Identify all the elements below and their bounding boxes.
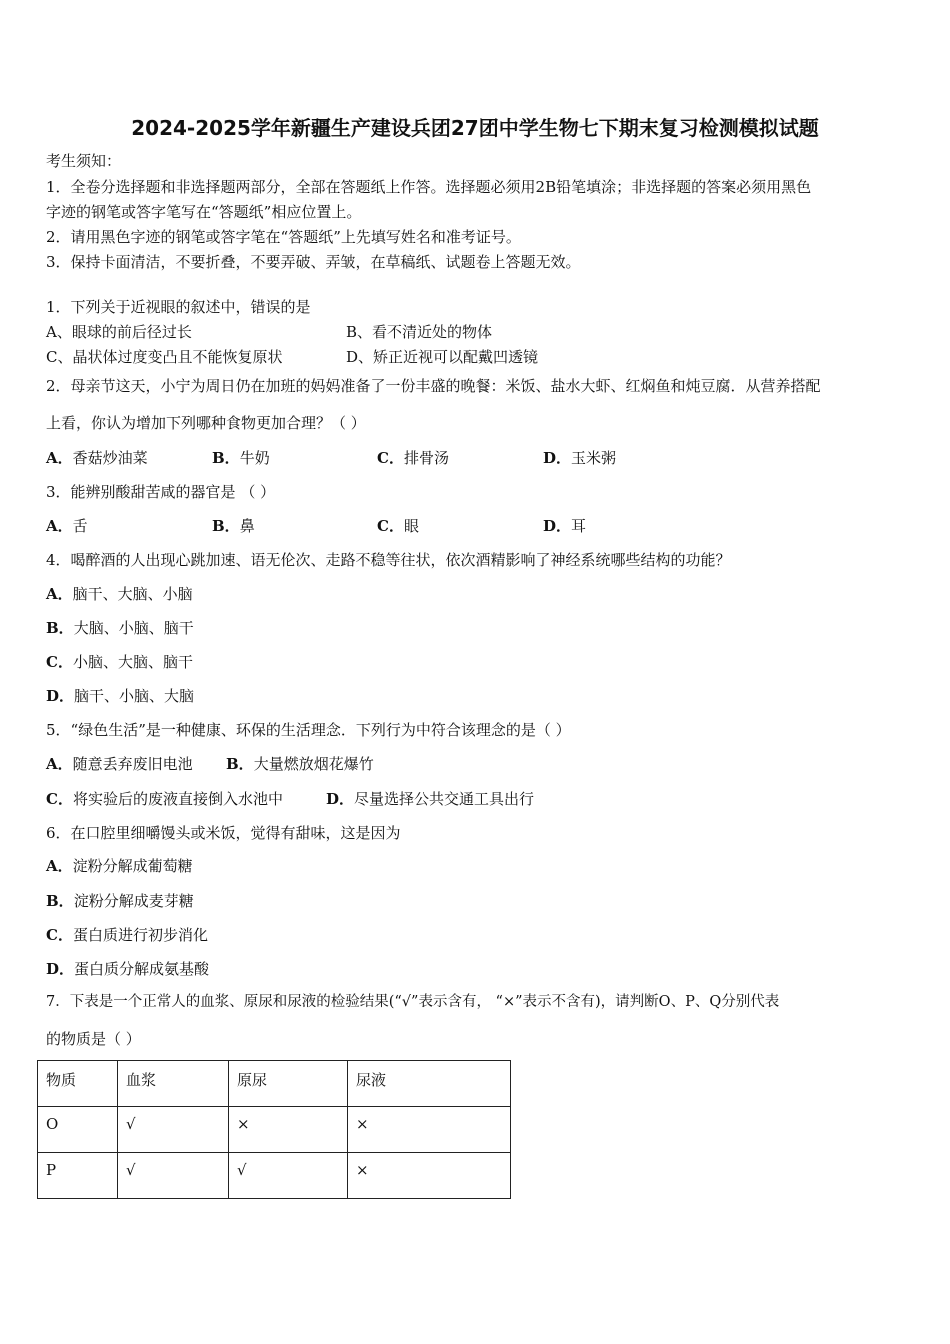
option-label: B． [46, 892, 74, 910]
table-cell: √ [118, 1107, 229, 1153]
question-2-option-a [46, 448, 148, 468]
option-label: A． [46, 517, 73, 535]
question-4-option-a [46, 584, 193, 604]
question-6-option-d [46, 959, 209, 979]
notice-item: 字迹的钢笔或答字笔写在“答题纸”相应位置上。 [46, 203, 362, 221]
option-label: B． [212, 517, 240, 535]
option-label: D． [326, 790, 355, 808]
question-6-option-c [46, 925, 208, 945]
question-5-option-b [226, 754, 374, 774]
table-row [38, 1107, 511, 1153]
option-label: C． [377, 449, 404, 467]
table-cell: × [229, 1107, 348, 1153]
option-label: B． [46, 619, 74, 637]
option-text: 淀粉分解成葡萄糖 [72, 857, 193, 875]
option-text: 大脑、小脑、脑干 [73, 619, 194, 637]
table-cell: √ [229, 1153, 348, 1199]
option-text: 将实验后的废液直接倒入水池中 [72, 790, 283, 808]
question-3-option-a [46, 516, 88, 536]
table-row [38, 1153, 511, 1199]
question-2-option-b [212, 448, 270, 468]
notice-heading: 考生须知： [46, 152, 122, 170]
question-1-option-d: D、矫正近视可以配戴凹透镜 [346, 348, 539, 366]
option-label: D． [46, 960, 75, 978]
option-text: 玉米粥 [571, 449, 617, 467]
question-7-stem-cont: 的物质是（ ） [46, 1030, 141, 1048]
question-1-option-c: C、晶状体过度变凸且不能恢复原状 [46, 348, 283, 366]
question-2-stem: 2．母亲节这天，小宁为周日仍在加班的妈妈准备了一份丰盛的晚餐：米饭、盐水大虾、红焖鱼和炖豆腐．从营养搭配 [46, 377, 821, 395]
question-2-stem-cont: 上看，你认为增加下列哪种食物更加合理？（ ） [46, 414, 366, 432]
option-label: A． [46, 585, 73, 603]
question-6-stem: 6．在口腔里细嚼馒头或米饭，觉得有甜味，这是因为 [46, 824, 401, 842]
page-title: 2024-2025学年新疆生产建设兵团27团中学生物七下期末复习检测模拟试题 [131, 116, 819, 140]
option-label: D． [543, 517, 572, 535]
option-label: B． [212, 449, 240, 467]
notice-item: 3．保持卡面清洁，不要折叠，不要弄破、弄皱，在草稿纸、试题卷上答题无效。 [46, 253, 581, 271]
question-6-option-a [46, 856, 193, 876]
question-1-stem: 1．下列关于近视眼的叙述中，错误的是 [46, 298, 311, 316]
question-4-option-b [46, 618, 194, 638]
question-5-stem: 5．“绿色生活”是一种健康、环保的生活理念．下列行为中符合该理念的是（ ） [46, 721, 571, 739]
table-header-cell: 原尿 [229, 1061, 348, 1107]
question-1-option-a: A、眼球的前后径过长 [46, 323, 192, 341]
table-cell: × [348, 1153, 511, 1199]
table-cell: O [38, 1107, 118, 1153]
table-header-cell: 物质 [38, 1061, 118, 1107]
option-label: D． [46, 687, 75, 705]
notice-item: 1．全卷分选择题和非选择题两部分，全部在答题纸上作答。选择题必须用2B铅笔填涂；非选择题的答案必须用黑色 [46, 178, 812, 196]
question-5-option-a [46, 754, 193, 774]
table-cell: × [348, 1107, 511, 1153]
option-text: 脑干、大脑、小脑 [72, 585, 193, 603]
table-header-row [38, 1061, 511, 1107]
table-cell: P [38, 1153, 118, 1199]
option-label: C． [46, 926, 73, 944]
question-2-option-c [377, 448, 449, 468]
question-3-option-d [543, 516, 586, 536]
table-cell: √ [118, 1153, 229, 1199]
option-label: C． [46, 790, 73, 808]
question-2-option-d [543, 448, 616, 468]
option-text: 耳 [571, 517, 587, 535]
option-text: 蛋白质进行初步消化 [72, 926, 208, 944]
option-text: 眼 [403, 517, 419, 535]
option-text: 随意丢弃废旧电池 [72, 755, 193, 773]
option-label: C． [46, 653, 73, 671]
option-text: 大量燃放烟花爆竹 [253, 755, 374, 773]
option-text: 小脑、大脑、脑干 [72, 653, 193, 671]
option-text: 鼻 [239, 517, 255, 535]
option-label: C． [377, 517, 404, 535]
question-4-option-d [46, 686, 194, 706]
question-6-option-b [46, 891, 194, 911]
question-4-option-c [46, 652, 193, 672]
question-3-option-b [212, 516, 255, 536]
option-text: 舌 [72, 517, 88, 535]
question-3-option-c [377, 516, 419, 536]
option-label: A． [46, 857, 73, 875]
option-text: 牛奶 [239, 449, 270, 467]
option-text: 脑干、小脑、大脑 [74, 687, 195, 705]
test-results-table [37, 1060, 511, 1199]
question-3-stem: 3．能辨别酸甜苦咸的器官是 （ ） [46, 483, 276, 501]
table-header-cell: 尿液 [348, 1061, 511, 1107]
question-5-option-c [46, 789, 283, 809]
option-label: A． [46, 755, 73, 773]
option-label: B． [226, 755, 254, 773]
question-4-stem: 4．喝醉酒的人出现心跳加速、语无伦次、走路不稳等往状，依次酒精影响了神经系统哪些结构的功能？ [46, 551, 731, 569]
option-text: 蛋白质分解成氨基酸 [74, 960, 210, 978]
option-label: A． [46, 449, 73, 467]
question-7-stem: 7．下表是一个正常人的血浆、原尿和尿液的检验结果(“√”表示含有， “×”表示不含有)，请判断O、P、Q分别代表 [46, 994, 780, 1010]
option-text: 尽量选择公共交通工具出行 [354, 790, 535, 808]
table-header-cell: 血浆 [118, 1061, 229, 1107]
option-text: 淀粉分解成麦芽糖 [73, 892, 194, 910]
notice-item: 2．请用黑色字迹的钢笔或答字笔在“答题纸”上先填写姓名和准考证号。 [46, 228, 521, 246]
option-label: D． [543, 449, 572, 467]
question-5-option-d [326, 789, 534, 809]
option-text: 香菇炒油菜 [72, 449, 148, 467]
option-text: 排骨汤 [403, 449, 449, 467]
question-1-option-b: B、看不清近处的物体 [346, 323, 493, 341]
